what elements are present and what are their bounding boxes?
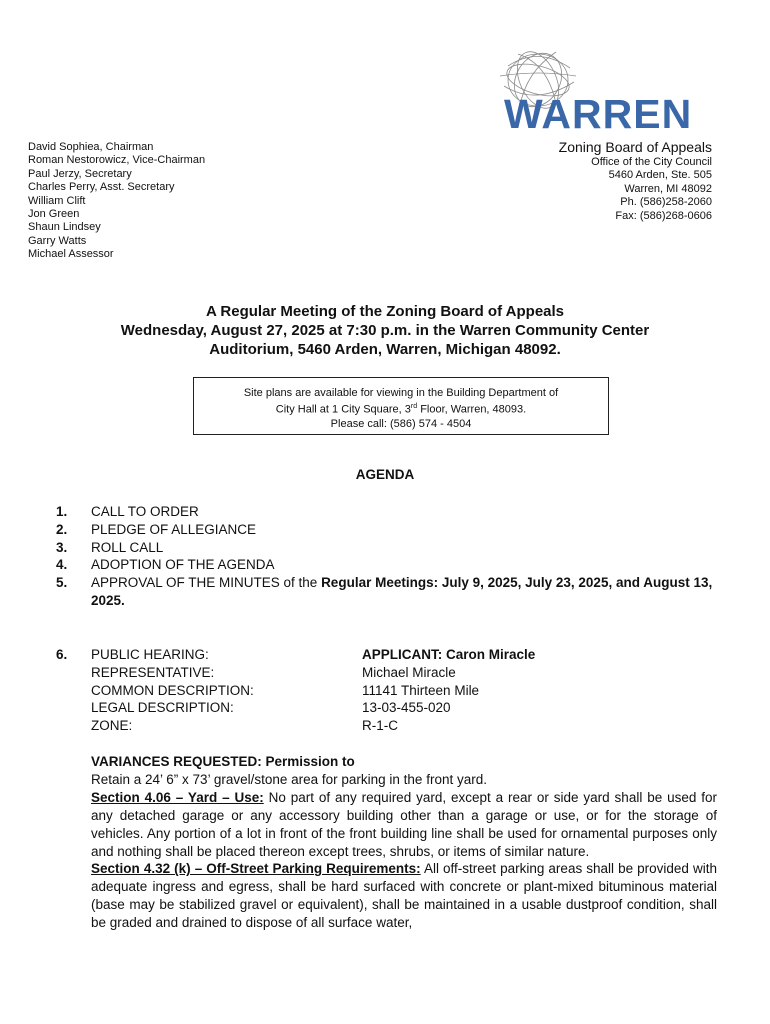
office-phone: Ph. (586)258-2060 — [620, 196, 712, 209]
meeting-title — [60, 302, 710, 359]
hearing-label: LEGAL DESCRIPTION: — [91, 700, 234, 716]
member-name: Charles Perry, Asst. Secretary — [28, 181, 175, 194]
hearing-label: PUBLIC HEARING: — [91, 647, 209, 662]
section-title: Section 4.06 – Yard – Use: — [91, 789, 264, 805]
section-text: All off-street parking areas shall be provided with adequate ingress and egress, shall be hard surfaced with concrete or plant-mixed bituminous material (base may be stabilized gravel or equivalent), shall be maintained in a usable dustproof condition, shall be graded and drained to dispose of all surface water, — [91, 861, 717, 931]
section-text: No part of any required yard, except a rear or side yard shall be used for any detached garage or any accessory building other than a garage or use, or for the storage of vehicles. Any portion of a lot in front of the front building line shall be used for ornamental purposes only and nothing shall be placed thereon except trees, shrubs, or items of similar nature. — [91, 789, 718, 859]
section-4-32-paragraph — [91, 860, 717, 932]
agenda-text: ADOPTION OF THE AGENDA — [91, 557, 275, 573]
board-members-list — [28, 141, 205, 262]
agenda-item — [56, 539, 718, 557]
site-plans-phone: Please call: (586) 574 - 4504 — [330, 417, 472, 430]
applicant-name: APPLICANT: Caron Miracle — [362, 647, 536, 662]
zone-value: R-1-C — [362, 718, 398, 734]
office-line: Office of the City Council — [591, 156, 712, 168]
agenda-number: 1. — [56, 504, 68, 519]
site-plans-text: Floor, Warren, 48093. — [417, 403, 527, 416]
agenda-text: CALL TO ORDER — [91, 504, 199, 519]
member-name: William Clift — [28, 194, 86, 207]
agenda-item — [56, 503, 718, 521]
hearing-labels — [91, 646, 362, 735]
member-name: Roman Nestorowicz, Vice-Chairman — [28, 154, 206, 167]
agenda-heading: AGENDA — [355, 467, 415, 482]
minutes-dates: Regular Meetings: July 9, 2025, July 23, 2025, and August 13, 2025. — [91, 575, 713, 608]
agenda-number: 6. — [56, 647, 68, 662]
member-name: Shaun Lindsey — [28, 221, 101, 234]
member-name: David Sophiea, Chairman — [28, 141, 154, 153]
agenda-number: 3. — [56, 539, 68, 555]
meeting-title-line: Auditorium, 5460 Arden, Warren, Michigan 48092. — [209, 341, 561, 358]
ordinal-suffix: rd — [410, 403, 418, 410]
variances-section — [91, 753, 717, 932]
agenda-text: PLEDGE OF ALLEGIANCE — [91, 521, 257, 537]
warren-wordmark: WARREN — [504, 91, 693, 137]
agenda-number: 5. — [56, 575, 68, 591]
agenda-item — [56, 521, 718, 539]
warren-logo — [478, 46, 718, 146]
minutes-text: APPROVAL OF THE MINUTES of the — [91, 575, 322, 591]
agenda-text — [91, 574, 718, 610]
office-contact-block — [559, 139, 712, 223]
agenda-text: ROLL CALL — [91, 539, 164, 555]
office-city: Warren, MI 48092 — [624, 182, 712, 195]
hearing-label: COMMON DESCRIPTION: — [91, 682, 254, 698]
site-plans-line: Site plans are available for viewing in the Building Department of — [243, 387, 559, 399]
site-plans-notice — [193, 377, 609, 435]
office-fax: Fax: (586)268-0606 — [615, 209, 712, 222]
public-hearing-section — [56, 646, 718, 735]
meeting-title-line: Wednesday, August 27, 2025 at 7:30 p.m. in the Warren Community Center — [120, 322, 650, 339]
legal-description: 13-03-455-020 — [362, 700, 451, 716]
site-plans-line — [194, 400, 608, 417]
member-name: Paul Jerzy, Secretary — [28, 167, 132, 180]
agenda-list — [56, 503, 718, 610]
member-name: Garry Watts — [28, 234, 87, 247]
agenda-item — [56, 556, 718, 574]
representative-name: Michael Miracle — [362, 664, 456, 680]
common-description: 11141 Thirteen Mile — [362, 682, 480, 698]
section-4-06-paragraph — [91, 789, 717, 861]
hearing-row — [56, 646, 718, 735]
member-name: Jon Green — [28, 208, 80, 221]
office-address: 5460 Arden, Ste. 505 — [608, 169, 712, 182]
agenda-number: 2. — [56, 521, 68, 537]
variances-heading: VARIANCES REQUESTED: Permission to — [91, 754, 355, 769]
hearing-values — [362, 646, 718, 735]
hearing-label: REPRESENTATIVE: — [91, 664, 215, 680]
board-name: Zoning Board of Appeals — [558, 139, 712, 155]
variance-request: Retain a 24’ 6” x 73’ gravel/stone area for parking in the front yard. — [91, 771, 487, 787]
site-plans-text: City Hall at 1 City Square, 3 — [275, 403, 411, 416]
hearing-label: ZONE: — [91, 718, 133, 734]
section-title: Section 4.32 (k) – Off-Street Parking Requirements: — [91, 861, 421, 877]
agenda-number: 4. — [56, 557, 68, 573]
meeting-title-line: A Regular Meeting of the Zoning Board of Appeals — [205, 303, 565, 320]
member-name: Michael Assessor — [28, 248, 114, 261]
agenda-item — [56, 574, 718, 610]
